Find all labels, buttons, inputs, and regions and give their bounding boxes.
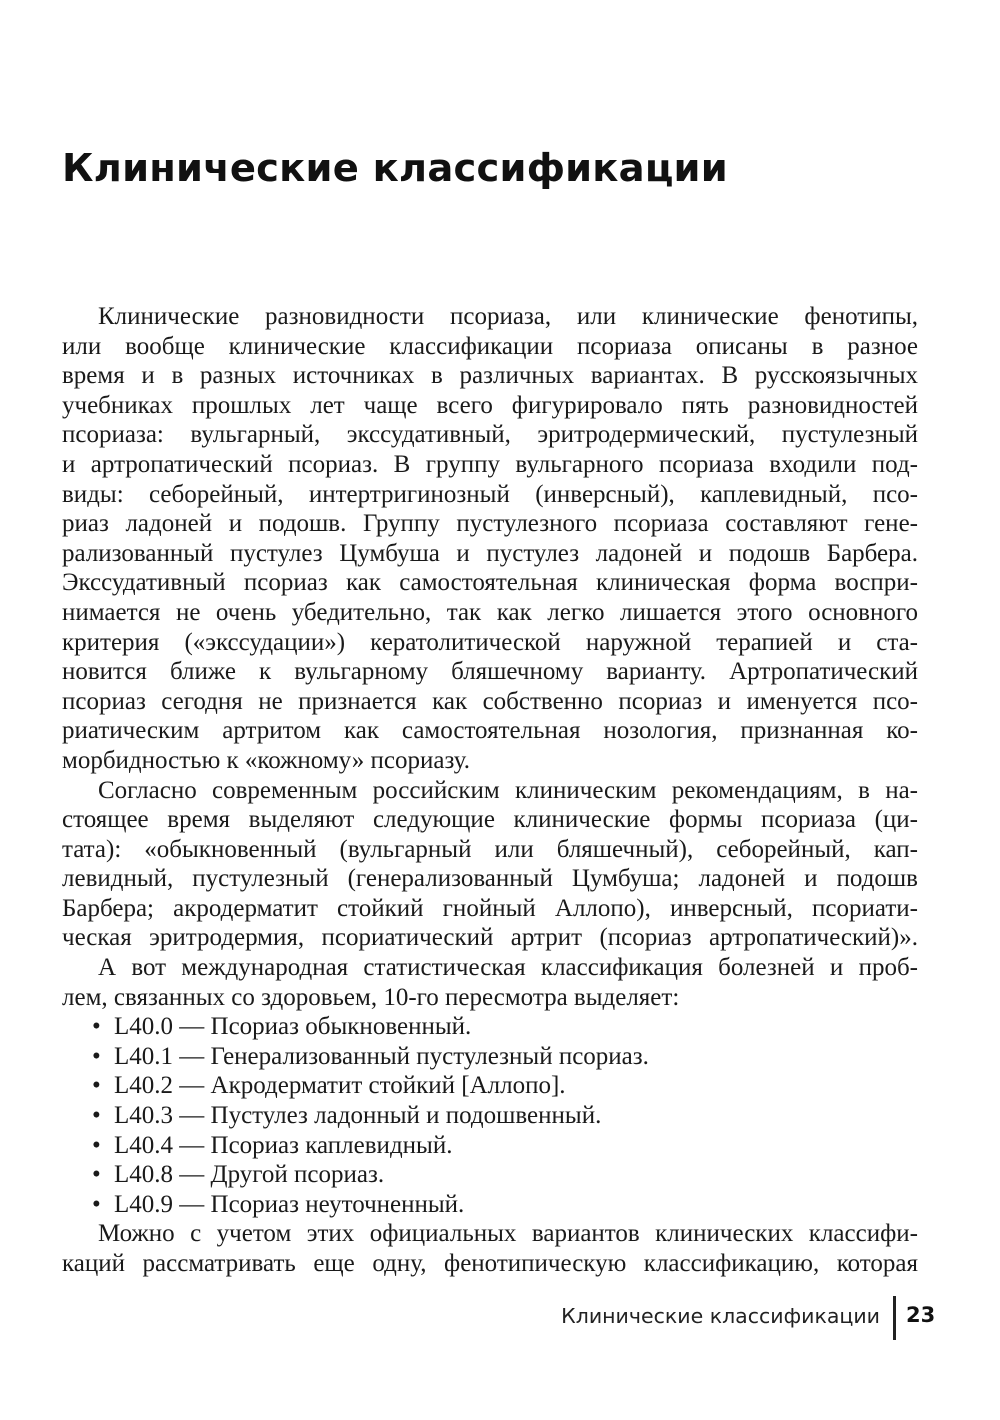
text-line: и артропатический псориаз. В группу вульгарного псориаза входили под-: [62, 450, 918, 478]
list-item: [62, 1131, 918, 1161]
text-line: каций рассматривать еще одну, фенотипическую классификацию, которая: [62, 1250, 918, 1277]
text-line: или вообще клинические классификации псориаза описаны в разное: [62, 332, 918, 360]
list-item-text: L40.1 — Генерализованный пустулезный псориаз.: [114, 1042, 649, 1070]
paragraph-closing: [62, 1219, 918, 1278]
list-item-text: L40.8 — Другой псориаз.: [114, 1161, 385, 1189]
text-line: риаз ладоней и подошв. Группу пустулезного псориаза составляют гене-: [62, 510, 918, 538]
text-line: Согласно современным российским клиническим рекомендациям, в на-: [98, 776, 918, 804]
bullet-icon: •: [92, 1042, 101, 1070]
text-line: Можно с учетом этих официальных вариантов клинических классифи-: [98, 1220, 918, 1248]
list-item: [62, 1042, 918, 1072]
bullet-icon: •: [92, 1190, 101, 1218]
text-line: риатическим артритом как самостоятельная нозология, признанная ко-: [62, 717, 918, 745]
bullet-icon: •: [92, 1131, 101, 1159]
list-item-text: L40.9 — Псориаз неуточненный.: [114, 1190, 465, 1218]
text-line: псориаза: вульгарный, экссудативный, эритродермический, пустулезный: [62, 421, 918, 449]
list-item-text: L40.3 — Пустулез ладонный и подошвенный.: [114, 1102, 602, 1130]
paragraph-icd-intro: [62, 953, 918, 1012]
text-line: псориаз сегодня не признается как собственно псориаз и именуется псо-: [62, 687, 918, 715]
text-line: нимается не очень убедительно, так как легко лишается этого основного: [62, 598, 918, 626]
bullet-icon: •: [92, 1161, 101, 1189]
text-line: критерия («экссудации») кератолитической наружной терапией и ста-: [62, 628, 918, 656]
running-title: Клинические классификации: [561, 1304, 880, 1328]
text-line: морбидностью к «кожному» псориазу.: [62, 746, 471, 774]
list-item: [62, 1101, 918, 1131]
text-line: время и в разных источниках в различных вариантах. В русскоязычных: [62, 362, 918, 390]
page-number: 23: [906, 1303, 936, 1327]
text-line: тата): «обыкновенный (вульгарный или бляшечный), себорейный, кап-: [62, 835, 918, 863]
bullet-icon: •: [92, 1072, 101, 1100]
text-line: лем, связанных со здоровьем, 10-го пересмотра выделяет:: [62, 983, 680, 1011]
bullet-icon: •: [92, 1013, 101, 1041]
text-line: ческая эритродермия, псориатический артрит (псориаз артропатический)».: [62, 924, 918, 952]
list-item: [62, 1012, 918, 1042]
footer-divider: [893, 1296, 896, 1340]
icd-code-list: [62, 1012, 918, 1219]
list-item-text: L40.2 — Акродерматит стойкий [Аллопо].: [114, 1072, 566, 1100]
list-item-text: L40.0 — Псориаз обыкновенный.: [114, 1013, 472, 1041]
list-item: [62, 1190, 918, 1220]
list-item: [62, 1160, 918, 1190]
page-title: Клинические классификации: [62, 146, 728, 191]
text-line: рализованный пустулез Цумбуша и пустулез ладоней и подошв Барбера.: [62, 539, 918, 567]
list-item-text: L40.4 — Псориаз каплевидный.: [114, 1131, 453, 1159]
text-line: новится ближе к вульгарному бляшечному варианту. Артропатический: [62, 658, 918, 686]
page-footer: [0, 1296, 1000, 1340]
text-line: Барбера; акродерматит стойкий гнойный Аллопо), инверсный, псориати-: [62, 894, 918, 922]
bullet-icon: •: [92, 1102, 101, 1130]
text-line: учебниках прошлых лет чаще всего фигурировало пять разновидностей: [62, 391, 918, 419]
text-line: левидный, пустулезный (генерализованный Цумбуша; ладоней и подошв: [62, 865, 918, 893]
paragraph-russian-guidelines: [62, 776, 918, 954]
text-line: Экссудативный псориаз как самостоятельная клиническая форма воспри-: [62, 569, 918, 597]
body-text: [62, 302, 918, 1279]
list-item: [62, 1071, 918, 1101]
text-line: стоящее время выделяют следующие клинические формы псориаза (ци-: [62, 806, 918, 834]
text-line: Клинические разновидности псориаза, или клинические фенотипы,: [98, 303, 918, 330]
text-line: виды: себорейный, интертригинозный (инверсный), каплевидный, псо-: [62, 480, 918, 508]
paragraph-varieties: [62, 302, 918, 776]
text-line: А вот международная статистическая классификация болезней и проб-: [98, 954, 918, 982]
